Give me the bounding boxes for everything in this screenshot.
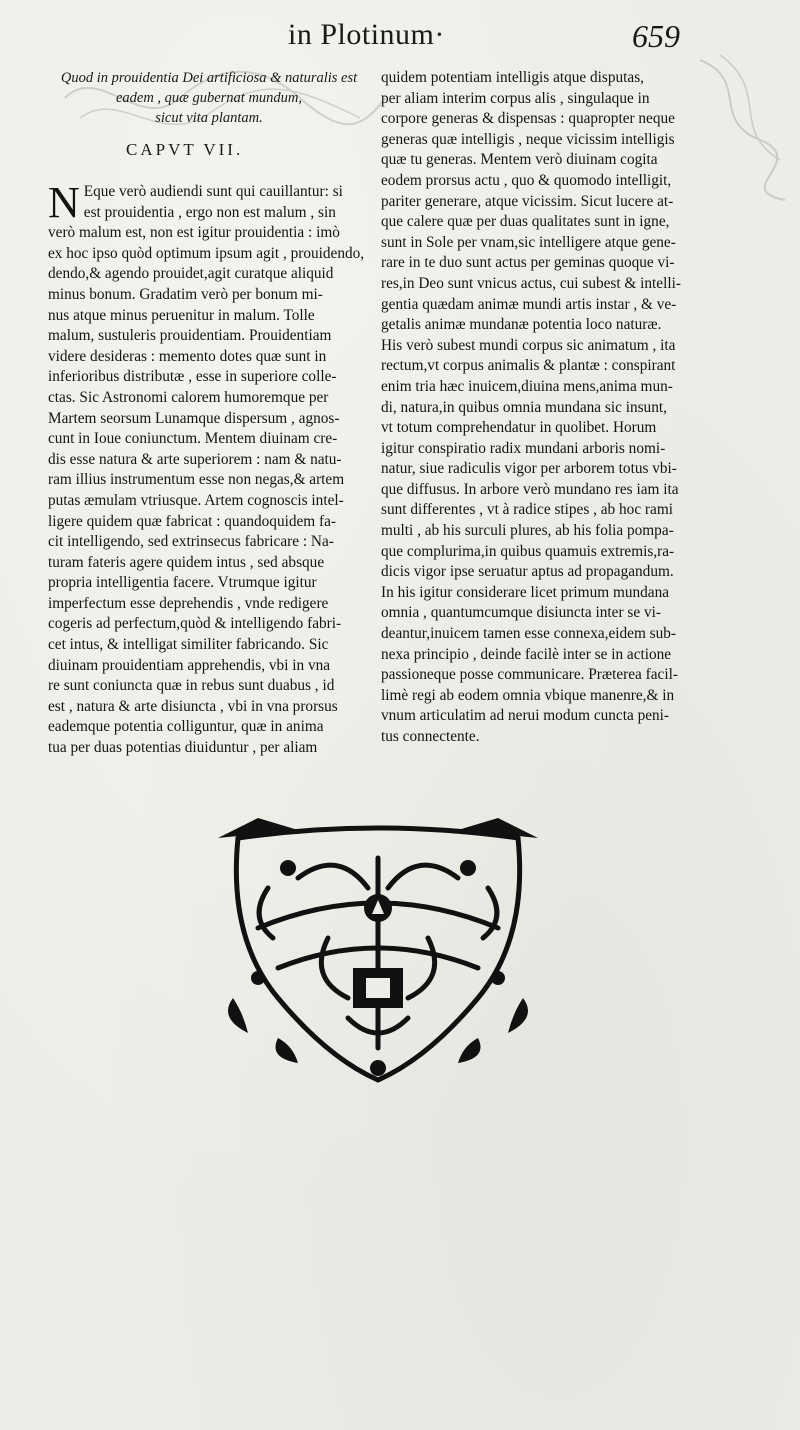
text-line: vnum articulatim ad nerui modum cuncta peni- [381,707,670,725]
text-line: que diffusus. In arbore verò mundano res iam ita [381,480,679,498]
rubric-line: sicut vita plantam. [155,110,263,126]
text-line: In his igitur considerare licet primum mundana [381,583,670,601]
text-line: turam fateris agere quidem intus , sed absque [48,553,325,571]
text-line: malum, sustuleris prouidentiam. Prouidentiam [48,327,332,345]
chapter-heading: CAPVT VII. [126,140,244,159]
right-text-column [381,68,701,748]
text-line: rare in te duo sunt actus per geminas quoque vi- [381,254,675,272]
text-line: dendo,& agendo prouidet,agit curatque aliquid [48,265,334,283]
text-line: vt totum comprehendatur in quolibet. Horum [381,419,657,437]
text-line: His verò subest mundi corpus sic animatum , ita [381,336,676,354]
text-line: Eque verò audiendi sunt qui cauillantur: si [83,183,343,200]
text-line: que complurima,in quibus quamuis extremis,ra- [381,542,675,560]
text-line: nus atque minus peruenitur in malum. Tolle [48,306,315,324]
text-line: corpore generas & dispensas : quapropter neque [381,110,675,128]
text-line: nexa principio , deinde facilè inter se in actione [381,645,672,663]
text-line: per aliam interim corpus alis , singulaque in [381,89,650,107]
text-line: propria intelligentia facere. Vtrumque igitur [48,574,317,592]
text-line: limè regi ab eodem omnia vbique manenre,& in [381,686,675,704]
text-line: cogeris ad perfectum,quòd & intelligendo fabri- [48,615,342,633]
text-line: re sunt coniuncta quæ in rebus sunt duabus , id [48,677,335,695]
text-line: inferioribus distributæ , esse in superiore colle- [48,368,337,386]
text-line: Martem seorsum Lunamque dispersum , agnos- [48,409,340,427]
text-line: que calere quæ per duas qualitates sunt in igne, [381,213,670,231]
text-line: videre desideras : memento dotes quæ sunt in [48,347,327,365]
page-number: 659 [632,18,680,54]
text-line: eademque potentia colliguntur, quæ in anima [48,718,324,736]
text-line: multi , ab his surculi plures, ab his folia pompa- [381,522,674,540]
chapter-rubric [50,68,368,128]
left-text-column [48,182,368,759]
text-line: rectum,vt corpus animalis & plantæ : conspirant [381,357,676,375]
text-line: generas quæ intelligis , neque vicissim intelligis [381,130,675,148]
text-line: ctas. Sic Astronomi calorem humoremque per [48,388,329,406]
opening-paragraph [48,182,368,223]
text-line: di, natura,in quibus omnia mundana sic insunt, [381,398,667,416]
text-line: sunt in Sole per vnam,sic intelligere atque gene- [381,233,676,251]
text-line: tus connectente. [381,728,480,745]
woodcut-tailpiece-ornament-icon [218,818,538,1088]
text-line: deantur,inuicem tamen esse connexa,eidem sub- [381,625,677,643]
text-line: ram illius instrumentum esse non negas,& artem [48,471,345,489]
text-line: sunt differentes , vt à radice stipes , ab hoc rami [381,501,673,519]
text-line: diuinam prouidentiam apprehendis, vbi in vna [48,656,331,674]
text-line: enim tria hæc inuicem,diuina mens,anima mun- [381,377,673,395]
running-head: in Plotinum· [288,18,445,51]
text-line: natur, siue radiculis vigor per arborem totus vbi- [381,460,677,478]
text-line: cet intus, & intelligat similiter fabricando. Sic [48,636,329,654]
faded-flourish-icon [690,50,795,210]
text-line: passioneque posse communicare. Præterea facil- [381,666,678,684]
drop-cap: N [48,182,80,224]
text-line: res,in Deo sunt vnicus actus, cui subest & intelli- [381,274,681,292]
text-line: eodem prorsus actu , quo & quomodo intelligit, [381,171,672,189]
text-line: imperfectum esse deprehendis , vnde redigere [48,594,329,612]
text-line: est prouidentia , ergo non est malum , sin [83,203,336,221]
text-line: verò malum est, non est igitur prouidentia : imò [48,224,340,242]
right-column-lines [381,68,701,748]
text-line: cunt in Ioue coniunctum. Mentem diuinam cre- [48,430,338,448]
text-line: minus bonum. Gradatim verò per bonum mi- [48,285,323,303]
text-line: cit intelligendo, sed extrinsecus fabricare : Na- [48,533,334,551]
text-line: dis esse natura & arte superiorem : nam & natu- [48,450,342,468]
text-line: ex hoc ipso quòd optimum ipsum agit , prouidendo, [48,244,365,262]
text-line: putas æmulam vtriusque. Artem cognoscis intel- [48,491,344,509]
text-line: gentia quædam animæ mundi artis instar , & ve- [381,295,677,313]
rubric-line: Quod in prouidentia Dei artificiosa & naturalis est [60,70,358,86]
text-line: est , natura & arte disiuncta , vbi in vna prorsus [48,697,338,715]
text-line: omnia , quantumcumque disiuncta inter se vi- [381,604,661,622]
text-line: quidem potentiam intelligis atque disputas, [381,69,644,86]
text-line: pariter generare, atque vicissim. Sicut lucere at- [381,192,674,210]
rubric-line: eadem , quæ gubernat mundum, [115,90,303,106]
left-column-lines [48,223,368,758]
text-line: getalis animæ mundanæ potentia loco naturæ. [381,316,662,334]
text-line: ligere quidem quæ fabricat : quandoquidem fa- [48,512,336,530]
text-line: igitur conspiratio radix mundani arboris nomi- [381,439,666,457]
text-line: dicis vigor ipse seruatur aptus ad propagandum. [381,563,674,581]
text-line: tua per duas potentias diuiduntur , per aliam [48,739,318,757]
text-line: quæ tu generas. Mentem verò diuinam cogita [381,151,658,169]
